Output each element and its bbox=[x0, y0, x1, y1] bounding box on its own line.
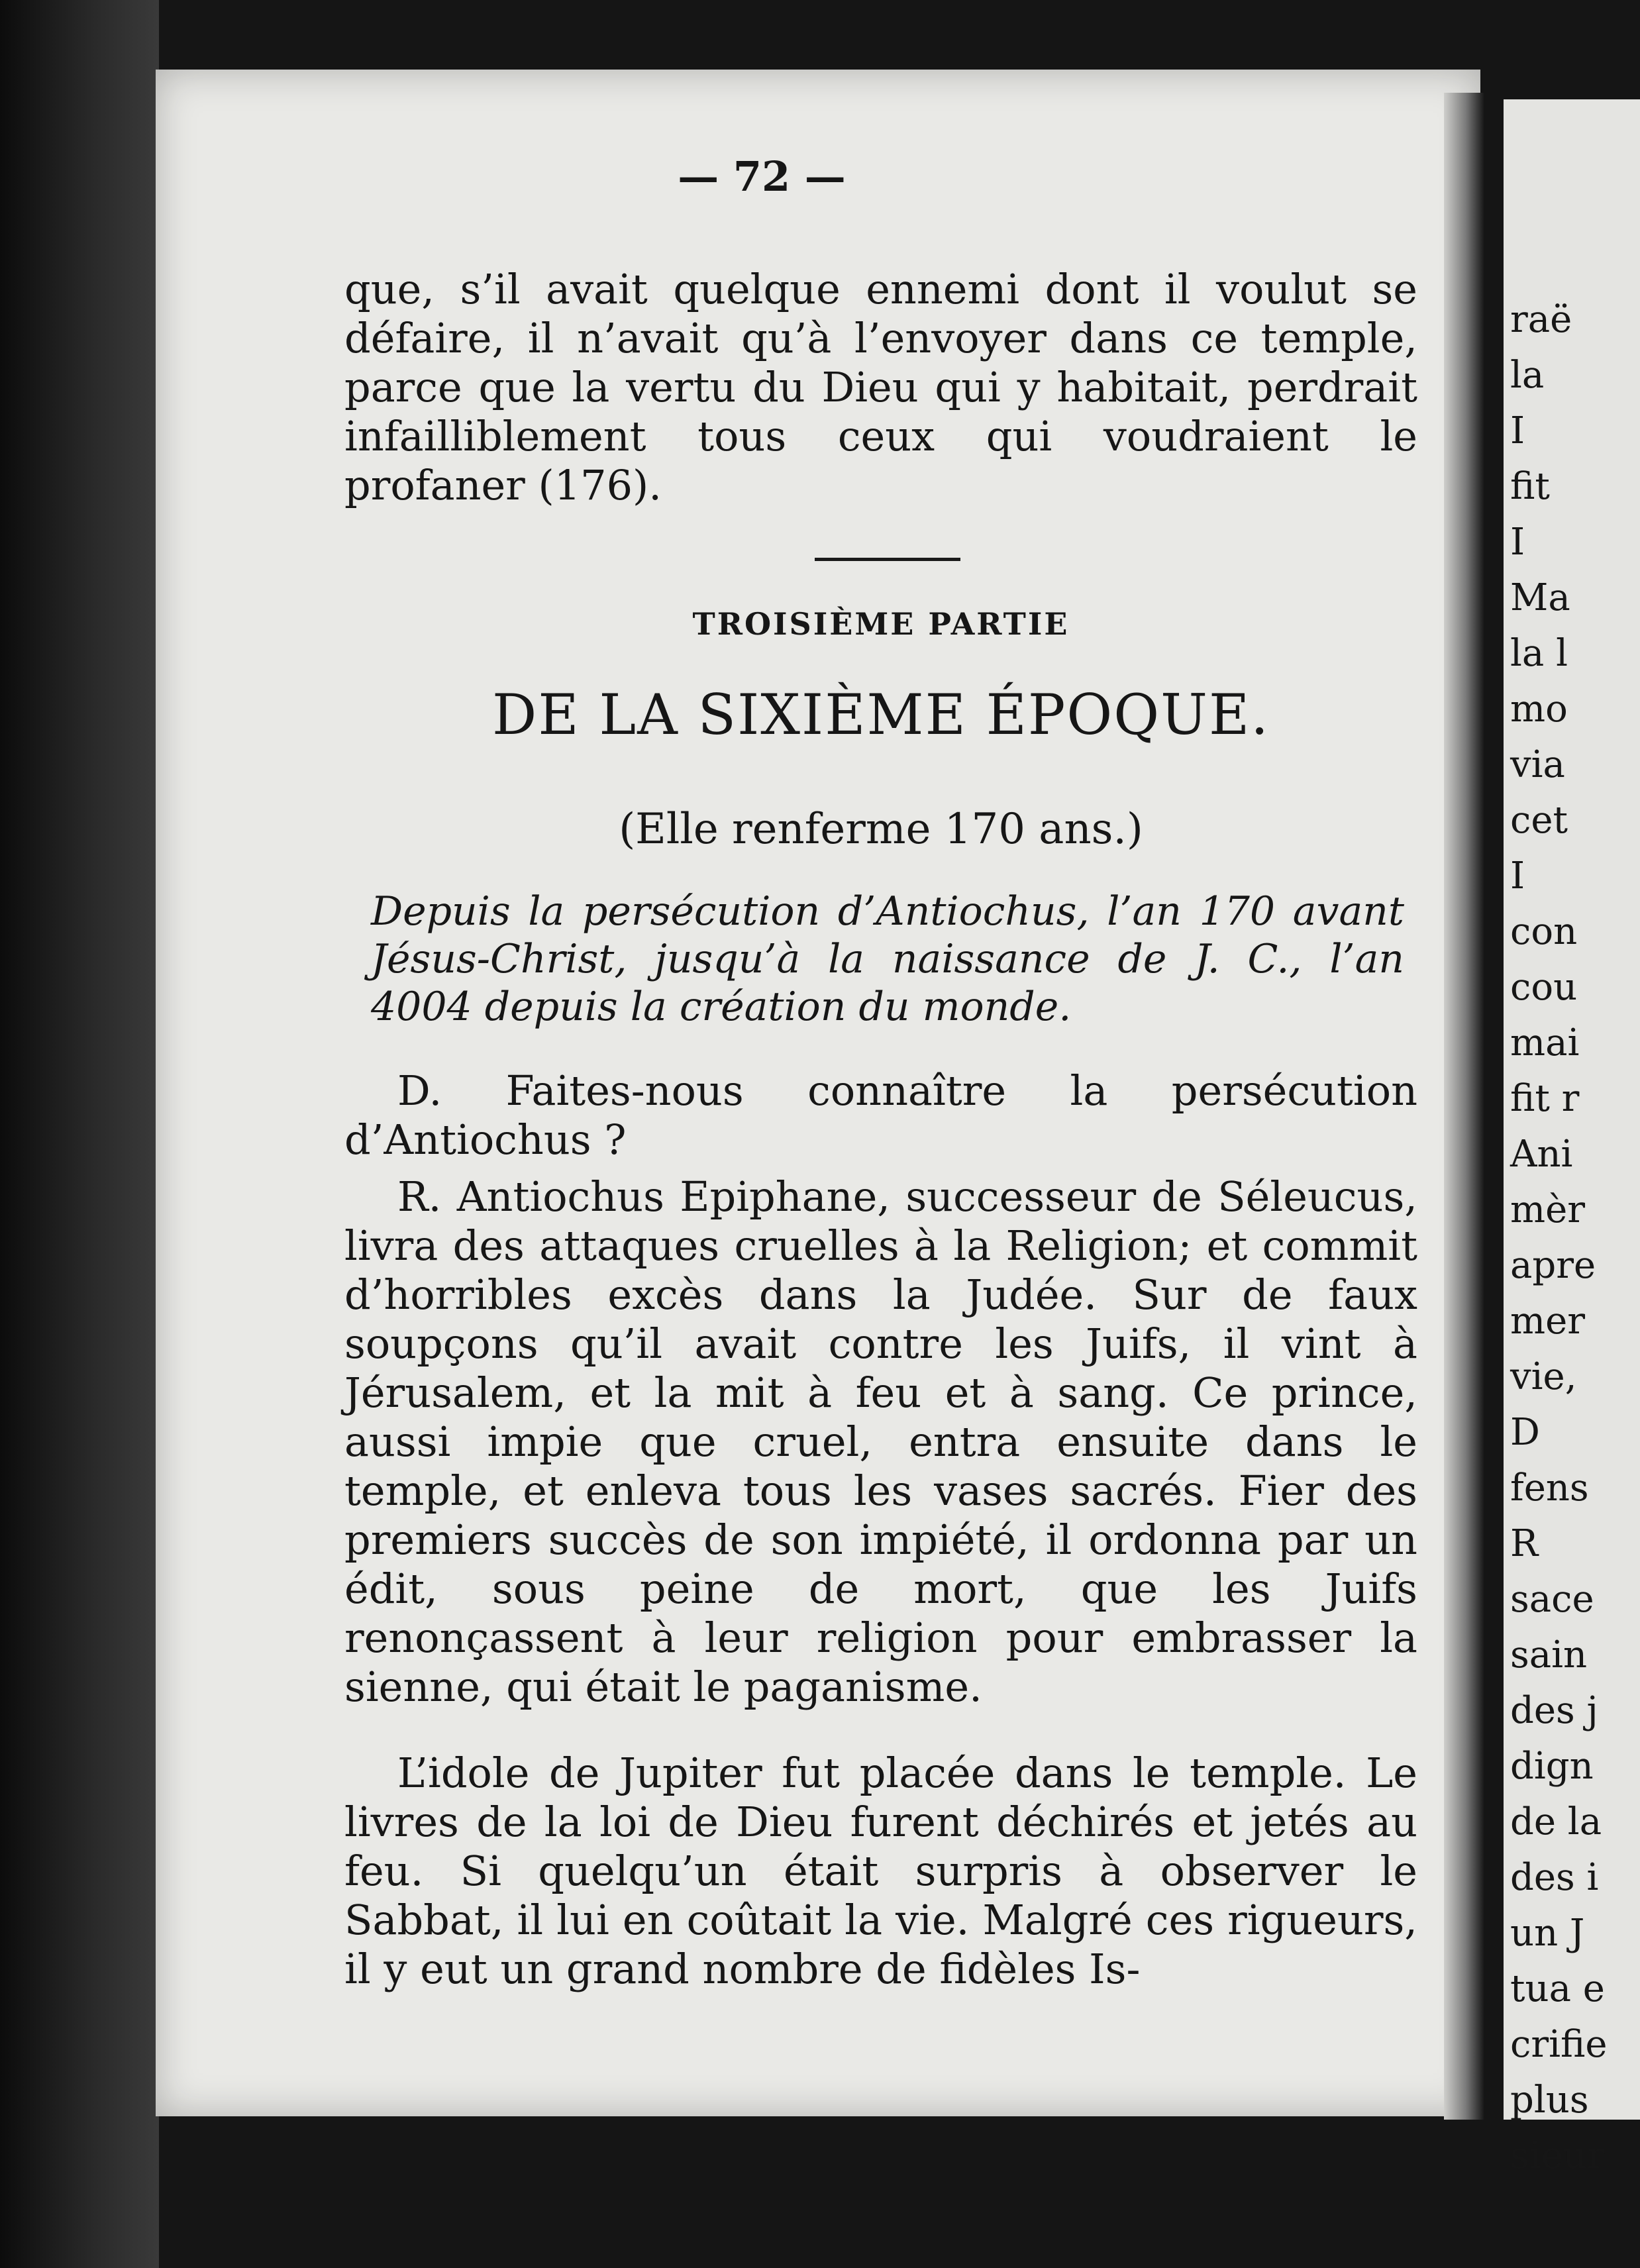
final-paragraph: L’idole de Jupiter fut placée dans le temple. Le livres de la loi de Dieu furent déchirés et jetés au feu. Si quelqu’un était surpris à observer le Sabbat, il lui en coûtait la vie. Malgré ces rigueurs, il y eut un grand nombre de fidèles Is- bbox=[344, 1749, 1417, 1993]
continuation-paragraph: que, s’il avait quelque ennemi dont il voulut se défaire, il n’avait qu’à l’envoyer dans ce temple, parce que la vertu du Dieu qui y habitait, perdrait infailliblement tous ceux qui voudraient le profaner (176). bbox=[344, 265, 1417, 509]
adjacent-page-fragment: Ma bbox=[1510, 576, 1570, 619]
adjacent-page-fragment: con bbox=[1510, 910, 1578, 953]
adjacent-page-fragment: mai bbox=[1510, 1021, 1580, 1064]
adjacent-page-fragment: des i bbox=[1510, 1856, 1599, 1899]
adjacent-page-fragment: la l bbox=[1510, 632, 1568, 675]
adjacent-page-fragment: R bbox=[1510, 1522, 1539, 1565]
adjacent-page-fragment: cet bbox=[1510, 799, 1568, 842]
adjacent-page-fragment: I bbox=[1510, 409, 1525, 452]
page-gutter bbox=[1444, 93, 1484, 2120]
adjacent-page-fragment: sace bbox=[1510, 1578, 1594, 1621]
adjacent-page-fragment: tua e bbox=[1510, 1967, 1605, 2010]
adjacent-page-fragment: la bbox=[1510, 354, 1545, 397]
adjacent-page-fragment: via bbox=[1510, 743, 1565, 786]
adjacent-page-fragment: Ani bbox=[1510, 1133, 1573, 1176]
adjacent-page-fragment: sieur bbox=[1510, 2134, 1605, 2177]
adjacent-page-fragment: de la bbox=[1510, 1800, 1602, 1843]
adjacent-page-fragment: un J bbox=[1510, 1912, 1585, 1955]
section-divider bbox=[815, 558, 960, 561]
section-subtitle: (Elle renferme 170 ans.) bbox=[619, 805, 1143, 854]
adjacent-page-fragment: fit bbox=[1510, 465, 1550, 508]
question-paragraph: D. Faites-nous connaître la persécution d’Antiochus ? bbox=[344, 1066, 1417, 1164]
adjacent-page-fragment: cou bbox=[1510, 966, 1578, 1009]
page-number: — 72 — bbox=[678, 152, 846, 201]
scan-background bbox=[0, 0, 159, 2268]
adjacent-page-fragment: mo bbox=[1510, 688, 1568, 731]
adjacent-page-fragment: plus bbox=[1510, 2079, 1589, 2122]
part-heading: TROISIÈME PARTIE bbox=[692, 606, 1070, 642]
adjacent-page-fragment: fit r bbox=[1510, 1077, 1580, 1120]
adjacent-page-fragment: D bbox=[1510, 1411, 1540, 1454]
period-summary: Depuis la persécution d’Antiochus, l’an 170 avant Jésus-Christ, jusqu’à la naissance de J. C., l’an 4004 depuis la création du monde. bbox=[371, 888, 1404, 1030]
adjacent-page-fragment: apre bbox=[1510, 1244, 1596, 1287]
adjacent-page-fragment: mèr bbox=[1510, 1188, 1586, 1231]
answer-paragraph: R. Antiochus Epiphane, successeur de Séleucus, livra des attaques cruelles à la Religion; et commit d’horribles excès dans la Judée. Sur de faux soupçons qu’il avait contre les Juifs, il vint à Jérusalem, et la mit à feu et à sang. Ce prince, aussi impie que cruel, entra ensuite dans le temple, et enleva tous les vases sacrés. Fier des premiers succès de son impiété, il ordonna par un édit, sous peine de mort, que les Juifs renonçassent à leur religion pour embrasser la sienne, qui était le paganisme. bbox=[344, 1172, 1417, 1711]
adjacent-page-fragment: vie, bbox=[1510, 1355, 1577, 1398]
adjacent-page-fragment: fens bbox=[1510, 1467, 1589, 1510]
adjacent-page-fragment: des j bbox=[1510, 1689, 1598, 1732]
section-title: DE LA SIXIÈME ÉPOQUE. bbox=[492, 682, 1270, 747]
adjacent-page-fragment: dign bbox=[1510, 1745, 1594, 1788]
adjacent-page-fragment: sain bbox=[1510, 1633, 1588, 1676]
adjacent-page-fragment: mer bbox=[1510, 1300, 1586, 1343]
adjacent-page-fragment: raë bbox=[1510, 298, 1572, 341]
adjacent-page bbox=[1504, 99, 1640, 2177]
adjacent-page-fragment: I bbox=[1510, 854, 1525, 898]
adjacent-page-fragment: crifie bbox=[1510, 2023, 1608, 2066]
adjacent-page-fragment: I bbox=[1510, 521, 1525, 564]
